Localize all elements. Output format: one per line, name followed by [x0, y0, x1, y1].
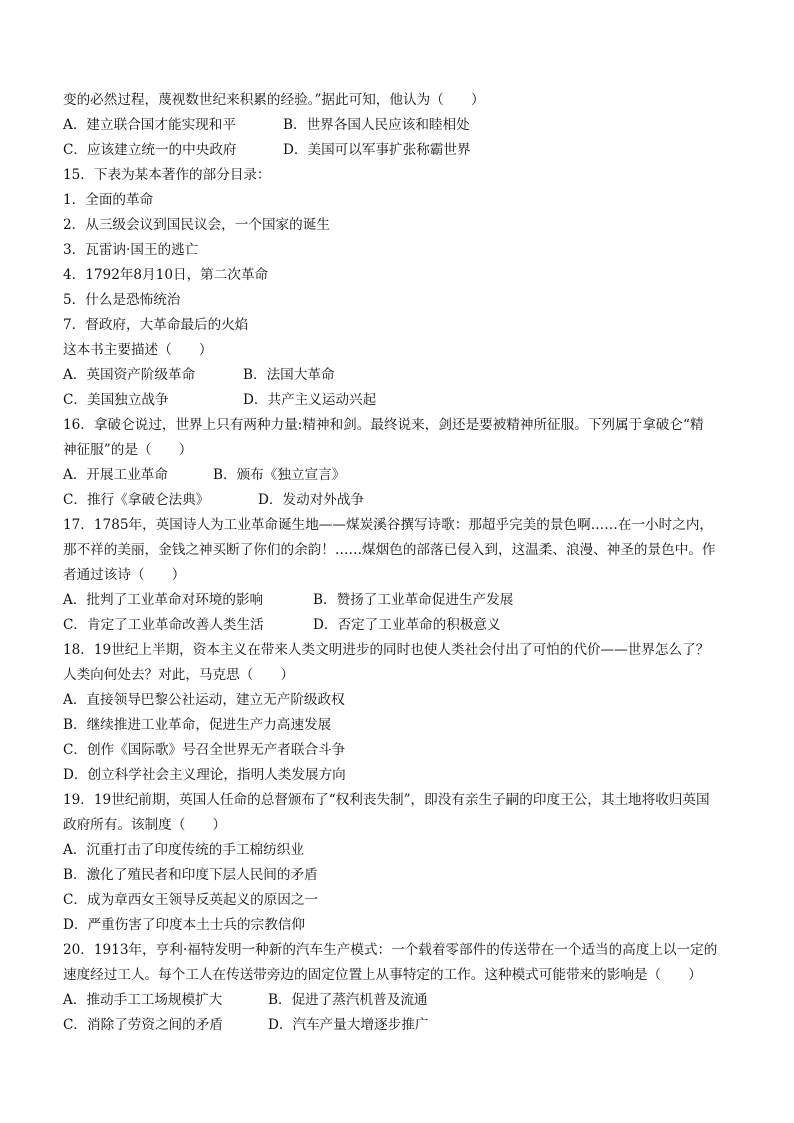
- question-20-options-row-1: [63, 988, 733, 1013]
- question-19-stem-cont: 政府所有。该制度（ ）: [63, 817, 227, 833]
- option-b: B．颁布《独立宣言》: [213, 467, 346, 483]
- toc-item: 4．1792年8月10日，第二次革命: [63, 267, 269, 283]
- option-d: D．否定了工业革命的积极意义: [313, 617, 501, 633]
- exam-page: [63, 88, 733, 1038]
- question-17-options-row-1: [63, 588, 733, 613]
- option-a: A．推动手工工场规模扩大: [63, 992, 223, 1008]
- option-c: C．推行《拿破仑法典》: [63, 492, 210, 508]
- option-a: A．批判了工业革命对环境的影响: [63, 592, 264, 608]
- question-14-options-row-2: [63, 138, 733, 163]
- question-17-stem-cont: 者通过该诗（ ）: [63, 567, 186, 583]
- option-b: B．激化了殖民者和印度下层人民间的矛盾: [63, 867, 318, 883]
- question-20-stem: 20．1913年，亨利·福特发明一种新的汽车生产模式：一个载着零部件的传送带在一个适当的高度上以一定的: [63, 942, 718, 958]
- option-a: A．英国资产阶级革命: [63, 367, 196, 383]
- option-c: C．美国独立战争: [63, 392, 169, 408]
- question-14-stem-end: 变的必然过程，蔑视数世纪来积累的经验。”据此可知，他认为（ ）: [63, 92, 485, 108]
- option-d: D．汽车产量大增逐步推广: [268, 1017, 429, 1033]
- option-b: B．继续推进工业革命，促进生产力高速发展: [63, 717, 332, 733]
- option-d: D．共产主义运动兴起: [243, 392, 377, 408]
- question-16-stem: 16．拿破仑说过，世界上只有两种力量:精神和剑。最终说来，剑还是要被精神所征服。下列属于拿破仑“精: [63, 417, 704, 433]
- toc-item: 1．全面的革命: [63, 192, 154, 208]
- toc-item: 2．从三级会议到国民议会，一个国家的诞生: [63, 217, 330, 233]
- question-17-stem-cont: 那不祥的美丽，金钱之神买断了你们的余韵！……煤烟色的部落已侵入到，这温柔、浪漫、神圣的景色中。作: [63, 542, 716, 558]
- option-b: B．法国大革命: [243, 367, 335, 383]
- option-c: C．成为章西女王领导反英起义的原因之一: [63, 892, 319, 908]
- toc-item: 3．瓦雷讷·国王的逃亡: [63, 242, 199, 258]
- option-b: B．世界各国人民应该和睦相处: [283, 117, 470, 133]
- question-17-options-row-2: [63, 613, 733, 638]
- question-18-stem: 18．19世纪上半期，资本主义在带来人类文明进步的同时也使人类社会付出了可怕的代价——世界怎么了？: [63, 642, 710, 658]
- question-15-ask: 这本书主要描述（ ）: [63, 342, 213, 358]
- question-15-options-row-2: [63, 388, 733, 413]
- option-c: C．肯定了工业革命改善人类生活: [63, 617, 264, 633]
- question-14-options-row-1: [63, 113, 733, 138]
- question-16-options-row-1: [63, 463, 733, 488]
- option-a: A．直接领导巴黎公社运动，建立无产阶级政权: [63, 692, 345, 708]
- option-b: B．促进了蒸汽机普及流通: [268, 992, 428, 1008]
- option-c: C．消除了劳资之间的矛盾: [63, 1017, 223, 1033]
- toc-item: 5．什么是恐怖统治: [63, 292, 181, 308]
- question-16-stem-cont: 神征服”的是（ ）: [63, 442, 193, 458]
- option-d: D．发动对外战争: [258, 492, 365, 508]
- question-20-options-row-2: [63, 1013, 733, 1038]
- question-19-stem: 19．19世纪前期，英国人任命的总督颁布了“权利丧失制”，即没有亲生子嗣的印度王公，其土地将收归英国: [63, 792, 710, 808]
- option-d: D．创立科学社会主义理论，指明人类发展方向: [63, 767, 346, 783]
- option-c: C．应该建立统一的中央政府: [63, 142, 237, 158]
- question-18-stem-cont: 人类向何处去？对此，马克思（ ）: [63, 667, 295, 683]
- question-16-options-row-2: [63, 488, 733, 513]
- option-d: D．美国可以军事扩张称霸世界: [283, 142, 471, 158]
- option-c: C．创作《国际歌》号召全世界无产者联合斗争: [63, 742, 346, 758]
- option-a: A．沉重打击了印度传统的手工棉纺织业: [63, 842, 304, 858]
- option-b: B．赞扬了工业革命促进生产发展: [313, 592, 514, 608]
- question-15-stem: 15．下表为某本著作的部分目录：: [63, 167, 271, 183]
- question-20-stem-cont: 速度经过工人。每个工人在传送带旁边的固定位置上从事特定的工作。这种模式可能带来的影响是（ ）: [63, 967, 702, 983]
- option-a: A．建立联合国才能实现和平: [63, 117, 236, 133]
- option-d: D．严重伤害了印度本土士兵的宗教信仰: [63, 917, 305, 933]
- option-a: A．开展工业革命: [63, 467, 168, 483]
- toc-item: 7．督政府，大革命最后的火焰: [63, 317, 249, 333]
- question-17-stem: 17．1785年，英国诗人为工业革命诞生地——煤炭溪谷撰写诗歌：那超乎完美的景色啊……在一小时之内，: [63, 517, 714, 533]
- question-15-options-row-1: [63, 363, 733, 388]
